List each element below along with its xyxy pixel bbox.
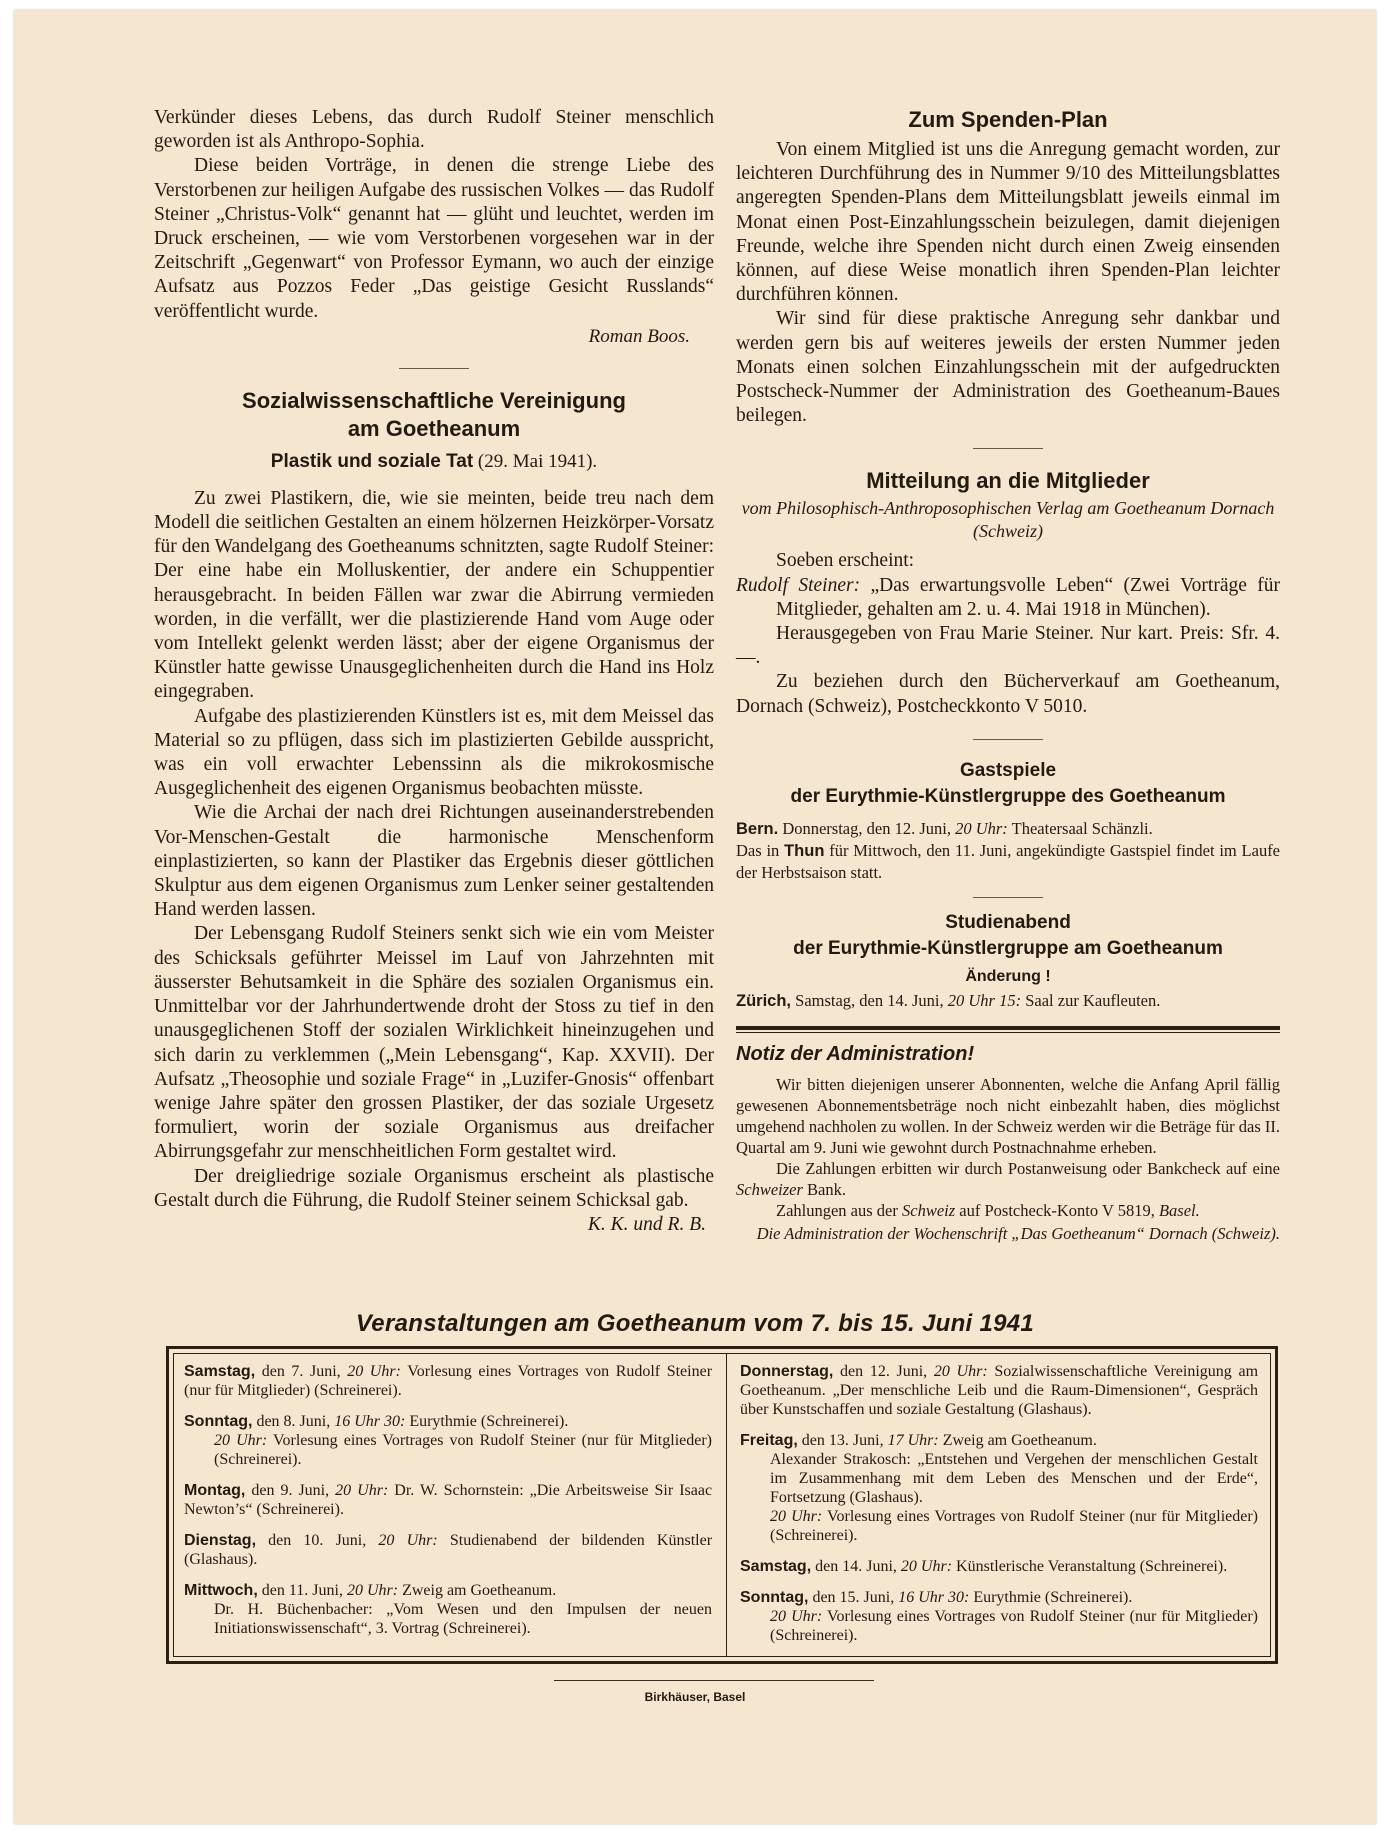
zurich-date: Samstag, den 14. Juni, bbox=[795, 990, 944, 1010]
notiz-paragraph-2 bbox=[736, 1158, 1280, 1200]
event-day: Dienstag, bbox=[184, 1532, 257, 1549]
notiz-p3-a: Zahlungen aus der bbox=[776, 1200, 898, 1220]
event-text: Eurythmie (Schreinerei). bbox=[973, 1589, 1133, 1606]
event-continuation bbox=[740, 1507, 1258, 1545]
event-continuation bbox=[184, 1600, 712, 1638]
event-continuation bbox=[184, 1431, 712, 1469]
zurich-place: Saal zur Kaufleuten. bbox=[1025, 990, 1161, 1010]
event-continuation bbox=[740, 1450, 1258, 1507]
article-paragraph-4: Der Lebensgang Rudolf Steiners senkt sich wie ein vom Meister des Schicksals geführter Meissel im Lauf von Jahrzehnten mit äusserster Behutsamkeit in die Sphäre des sozialen Organismus ein. Unmittelbar vor der Jahrhundertwende droht der Stoss zu tief in den unausgeglichenen Stoff der sozialen Wirklichkeit hineinzugehen und sich darin zu verklemmen („Mein Lebensgang“, Kap. XXVII). Der Aufsatz „Theosophie und soziale Frage“ in „Luzifer-Gnosis“ offenbart wenige Jahre später den grossen Plastiker, der das soziale Urgesetz formuliert, worin der soziale Organismus aus dreifacher Abirrungsgefahr zur menschheitlichen Form gestaltet wird. bbox=[154, 923, 714, 1163]
bern-date: Donnerstag, den 12. Juni, bbox=[782, 818, 951, 838]
event-date: den 14. Juni, bbox=[815, 1558, 897, 1575]
spenden-title: Zum Spenden-Plan bbox=[908, 107, 1108, 132]
article-last-text: Der dreigliedrige soziale Organismus erscheint als plastische Gestalt durch die Führung, die Rudolf Steiner seinem Schicksal gab. bbox=[154, 1165, 714, 1211]
gastspiele-details bbox=[736, 818, 1280, 883]
gastspiele-title: Gastspiele bbox=[959, 759, 1057, 781]
event-text: Zweig am Goetheanum. bbox=[402, 1582, 557, 1599]
event-entry bbox=[740, 1557, 1258, 1576]
event-day: Mittwoch, bbox=[184, 1582, 258, 1599]
article-subtitle bbox=[154, 451, 714, 473]
event-line bbox=[184, 1581, 712, 1600]
event-entry bbox=[184, 1581, 712, 1638]
right-column bbox=[736, 106, 1280, 1244]
event-day: Samstag, bbox=[740, 1558, 812, 1575]
gastspiele-bern bbox=[736, 818, 1280, 840]
event-line bbox=[184, 1531, 712, 1569]
event-time: 20 Uhr: bbox=[770, 1608, 823, 1625]
notiz-closing: Die Administration der Wochenschrift „Das Goetheanum“ Dornach (Schweiz). bbox=[756, 1223, 1280, 1243]
footer-rule bbox=[554, 1680, 874, 1681]
bern-time: 20 Uhr: bbox=[955, 818, 1008, 838]
event-date: den 7. Juni, bbox=[261, 1363, 341, 1380]
thun-label: Thun bbox=[784, 841, 825, 860]
event-time: 20 Uhr: bbox=[378, 1532, 438, 1549]
double-rule bbox=[736, 1026, 1280, 1033]
event-day: Samstag, bbox=[184, 1363, 256, 1380]
event-day: Sonntag, bbox=[184, 1413, 253, 1430]
mitteilung-soeben: Soeben erscheint: bbox=[776, 550, 915, 572]
printer-credit: Birkhäuser, Basel bbox=[644, 1690, 746, 1704]
events-right-column bbox=[740, 1362, 1258, 1657]
left-column bbox=[154, 106, 714, 1237]
event-time: 16 Uhr 30: bbox=[898, 1589, 970, 1606]
article-paragraph-3: Wie die Archai der nach drei Richtungen auseinanderstrebenden Vor-Menschen-Gestalt die harmonische Menschenform einplastizierten, so kann der Plastiker das Ergebnis dieser göttlichen Skulptur aus dem eigenen Organismus zum Lenker seiner gestaltenden Hand werden lassen. bbox=[154, 802, 714, 921]
zurich-label: Zürich, bbox=[736, 991, 792, 1010]
event-date: den 9. Juni, bbox=[251, 1482, 330, 1499]
event-text: Vorlesung eines Vortrages von Rudolf Steiner (nur für Mitglieder) (Schreinerei). bbox=[770, 1508, 1258, 1544]
spenden-paragraph-2: Wir sind für diese praktische Anregung sehr dankbar und werden gern bis auf weiteres jeweils der ersten Nummer jeden Monats einen solchen Einzahlungsschein mit der aufgedruckten Postscheck-Nummer der Administration des Goetheanum-Baues beilegen. bbox=[736, 308, 1280, 427]
bern-label: Bern. bbox=[736, 819, 779, 838]
newspaper-page bbox=[14, 10, 1376, 1824]
notiz-p2-b: Bank. bbox=[807, 1179, 846, 1199]
event-line bbox=[740, 1431, 1258, 1450]
event-day: Montag, bbox=[184, 1482, 246, 1499]
event-continuation bbox=[740, 1607, 1258, 1645]
notiz-body bbox=[736, 1074, 1280, 1244]
section-divider bbox=[399, 368, 469, 369]
intro-signature: Roman Boos. bbox=[588, 325, 690, 347]
article-paragraph-2: Aufgabe des plastizierenden Künstlers ist es, mit dem Meissel das Material so zu pflügen, dass sich im plastizierten Gebilde ausspricht, was ein voll erwachter Lebenssinn als die mikrokosmische Ausgeglichenheit des eigenen Organismus beobachten müsste. bbox=[154, 705, 714, 800]
event-date: den 10. Juni, bbox=[268, 1532, 367, 1549]
notiz-p3-italic-1: Schweiz bbox=[902, 1200, 956, 1220]
event-date: den 12. Juni, bbox=[840, 1363, 928, 1380]
article-paragraph-1: Zu zwei Plastikern, die, wie sie meinten, beide treu nach dem Modell die seitlichen Gestalten an einem hölzernen Heizkörper-Vorsatz für den Wandelgang des Goetheanums schnitzten, sagte Rudolf Steiner: Der eine habe ein Molluskentier, der andere ein Schuppentier herausgebracht. In beiden Fällen war zwar die Abirrung vermieden worden, in die verfällt, wer die plastizierende Hand vom Auge oder vom Intellekt gelenkt werden lässt; aber der eigene Organismus der Künstler hatte gewisse Unausgeglichenheiten durch die Hand ins Holz eingegraben. bbox=[154, 487, 714, 703]
mitteilung-editor: Herausgegeben von Frau Marie Steiner. Nur kart. Preis: Sfr. 4.—. bbox=[736, 623, 1280, 669]
event-day: Sonntag, bbox=[740, 1589, 809, 1606]
event-entry bbox=[184, 1481, 712, 1519]
event-entry bbox=[740, 1588, 1258, 1645]
spenden-paragraph-1: Von einem Mitglied ist uns die Anregung gemacht worden, zur leichteren Durchführung des in Nummer 9/10 des Mitteilungsblattes angeregten Spenden-Plans dem Mitteilungsblatt jeweils einmal im Monat einen Post-Einzahlungsschein beizulegen, damit diejenigen Freunde, welche ihre Spenden nicht durch einen Zweig einsenden können, auf diese Weise monatlich ihren Spenden-Plan leichter durchführen können. bbox=[736, 139, 1280, 306]
gastspiele-subtitle: der Eurythmie-Künstlergruppe des Goetheanum bbox=[790, 785, 1226, 807]
event-entry bbox=[740, 1431, 1258, 1545]
mitteilung-book bbox=[736, 574, 1280, 622]
mitteilung-title: Mitteilung an die Mitglieder bbox=[866, 468, 1150, 494]
notiz-p3-b: auf Postcheck-Konto V 5819, bbox=[959, 1200, 1155, 1220]
event-line bbox=[740, 1557, 1258, 1576]
article-paragraph-5 bbox=[154, 1165, 714, 1235]
events-box bbox=[166, 1346, 1278, 1664]
notiz-p3-italic-2: Basel. bbox=[1158, 1200, 1200, 1220]
zurich-time: 20 Uhr 15: bbox=[947, 990, 1022, 1010]
intro-paragraph-2: Diese beiden Vorträge, in denen die strenge Liebe des Verstorbenen zur heiligen Aufgabe des russischen Volkes — das Rudolf Steiner „Christus-Volk“ genannt hat — glüht und leuchtet, werden im Druck erscheinen, — wie vom Verstorbenen vorgesehen war in der Zeitschrift „Gegenwart“ von Professor Eymann, wo auch der einzige Aufsatz aus Pozzos Feder „Das geistige Gesicht Russlands“ veröffentlicht wurde. bbox=[154, 155, 714, 322]
event-text: Sozialwissenschaftliche Vereinigung am Goetheanum. „Der menschliche Leib und die Raum-Dimensionen“, Gespräch über Kunstschaffen und soziale Gestaltung (Glashaus). bbox=[740, 1363, 1259, 1418]
section-divider bbox=[973, 739, 1043, 740]
event-line bbox=[184, 1362, 712, 1400]
article-subtitle-date: (29. Mai 1941). bbox=[477, 450, 598, 472]
section-divider bbox=[973, 448, 1043, 449]
studienabend-details bbox=[736, 990, 1280, 1012]
events-column-divider bbox=[726, 1354, 727, 1656]
event-line bbox=[740, 1588, 1258, 1607]
book-author: Rudolf Steiner: bbox=[736, 574, 861, 596]
event-time: 20 Uhr: bbox=[335, 1482, 389, 1499]
studienabend-subtitle: der Eurythmie-Künstlergruppe am Goetheanum bbox=[793, 937, 1223, 959]
event-time: 20 Uhr: bbox=[347, 1363, 401, 1380]
event-line bbox=[184, 1481, 712, 1519]
article-title-line-2: am Goetheanum bbox=[347, 415, 521, 441]
notiz-title: Notiz der Administration! bbox=[736, 1042, 975, 1065]
event-day: Donnerstag, bbox=[740, 1363, 834, 1380]
intro-paragraph-1: Verkünder dieses Lebens, das durch Rudolf Steiner menschlich geworden ist als Anthropo-Sophia. bbox=[154, 107, 714, 153]
event-time: 17 Uhr: bbox=[887, 1432, 939, 1449]
studienabend-change: Änderung ! bbox=[965, 967, 1051, 985]
article-title-line-1: Sozialwissenschaftliche Vereinigung bbox=[242, 387, 626, 413]
event-time: 20 Uhr: bbox=[900, 1558, 953, 1575]
event-text: Dr. H. Büchenbacher: „Vom Wesen und den Impulsen der neuen Initiationswissenschaft“, 3. Vortrag (Schreinerei). bbox=[214, 1601, 712, 1637]
event-line bbox=[184, 1412, 712, 1431]
event-date: den 15. Juni, bbox=[812, 1589, 895, 1606]
event-time: 20 Uhr: bbox=[214, 1432, 268, 1449]
events-title: Veranstaltungen am Goetheanum vom 7. bis 15. Juni 1941 bbox=[355, 1310, 1035, 1337]
event-date: den 11. Juni, bbox=[261, 1582, 343, 1599]
mitteilung-order: Zu beziehen durch den Bücherverkauf am Goetheanum, Dornach (Schweiz), Postcheckkonto V 5010. bbox=[736, 671, 1280, 717]
notiz-paragraph-1: Wir bitten diejenigen unserer Abonnenten, welche die Anfang April fällig gewesenen Abonnementsbeträge noch nicht einbezahlt haben, dies möglichst umgehend nachholen zu wollen. In der Schweiz werden wir die Beträge für das II. Quartal am 9. Juni wie gewohnt durch Postnachnahme erheben. bbox=[736, 1074, 1280, 1157]
event-time: 16 Uhr 30: bbox=[334, 1413, 406, 1430]
event-line bbox=[740, 1362, 1258, 1419]
notiz-p2-italic: Schweizer bbox=[736, 1179, 803, 1199]
events-left-column bbox=[184, 1362, 712, 1650]
section-divider bbox=[973, 897, 1043, 898]
event-entry bbox=[184, 1531, 712, 1569]
event-date: den 8. Juni, bbox=[256, 1413, 331, 1430]
event-text: Vorlesung eines Vortrages von Rudolf Steiner (nur für Mitglieder) (Schreinerei). bbox=[770, 1608, 1258, 1644]
event-day: Freitag, bbox=[740, 1432, 798, 1449]
event-time: 20 Uhr: bbox=[933, 1363, 988, 1380]
thun-text-a: Das in bbox=[736, 840, 780, 860]
event-text: Studienabend der bildenden Künstler (Glashaus). bbox=[184, 1532, 713, 1568]
article-signature: K. K. und R. B. bbox=[587, 1213, 706, 1235]
event-text: Vorlesung eines Vortrages von Rudolf Steiner (nur für Mitglieder) (Schreinerei). bbox=[184, 1363, 713, 1399]
event-text: Zweig am Goetheanum. bbox=[942, 1432, 1097, 1449]
event-text: Alexander Strakosch: „Entstehen und Vergehen der menschlichen Gestalt im Zusammenhang mit dem Leben des Menschen und der Erde“, Fortsetzung (Glashaus). bbox=[770, 1451, 1258, 1506]
event-text: Eurythmie (Schreinerei). bbox=[409, 1413, 569, 1430]
event-text: Vorlesung eines Vortrages von Rudolf Steiner (nur für Mitglieder) (Schreinerei). bbox=[214, 1432, 712, 1468]
event-time: 20 Uhr: bbox=[346, 1582, 399, 1599]
event-text: Künstlerische Veranstaltung (Schreinerei). bbox=[956, 1558, 1228, 1575]
bern-place: Theatersaal Schänzli. bbox=[1011, 818, 1153, 838]
event-entry bbox=[184, 1362, 712, 1400]
event-text: Dr. W. Schornstein: „Die Arbeitsweise Sir Isaac Newton’s“ (Schreinerei). bbox=[184, 1482, 713, 1518]
mitteilung-subtitle: vom Philosophisch-Anthroposophischen Verlag am Goetheanum Dornach (Schweiz) bbox=[741, 498, 1275, 542]
event-entry bbox=[740, 1362, 1258, 1419]
notiz-p2-a: Die Zahlungen erbitten wir durch Postanweisung oder Bankcheck auf eine bbox=[776, 1158, 1280, 1178]
studienabend-title: Studienabend bbox=[945, 911, 1071, 933]
notiz-paragraph-3 bbox=[736, 1200, 1280, 1221]
event-date: den 13. Juni, bbox=[801, 1432, 884, 1449]
studienabend-zurich bbox=[736, 990, 1280, 1012]
article-subtitle-bold: Plastik und soziale Tat bbox=[270, 450, 474, 472]
events-box-inner bbox=[173, 1353, 1271, 1657]
thun-text-b: für Mittwoch, den 11. Juni, angekündigte Gastspiel findet im Laufe der Herbstsaison statt. bbox=[736, 840, 1281, 882]
event-entry bbox=[184, 1412, 712, 1469]
book-title: „Das erwartungsvolle Leben“ (Zwei Vorträge für Mitglieder, gehalten am 2. u. 4. Mai 1918 in München). bbox=[776, 574, 1281, 620]
gastspiele-thun bbox=[736, 840, 1280, 883]
event-time: 20 Uhr: bbox=[770, 1508, 823, 1525]
